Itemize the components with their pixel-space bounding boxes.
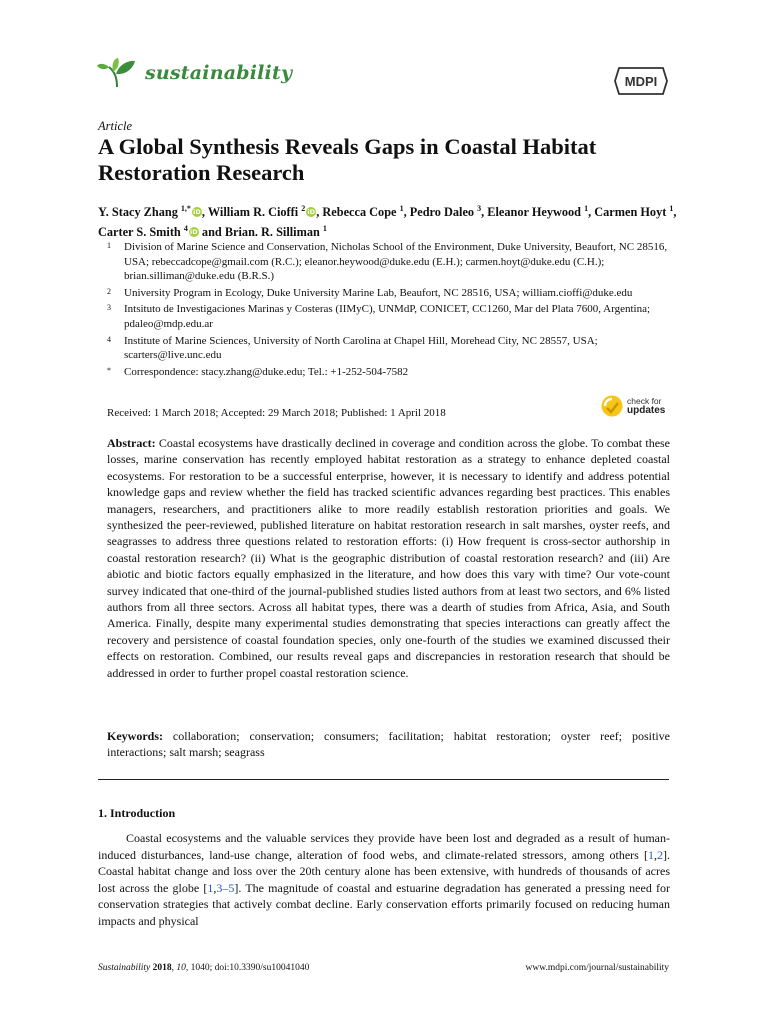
affiliation-item (98, 240, 678, 284)
footer-year: 2018 (152, 963, 172, 973)
introduction-paragraph (98, 830, 670, 929)
journal-name: sustainability (145, 62, 293, 84)
journal-logo (97, 58, 292, 88)
citation-link[interactable]: 3–5 (216, 880, 235, 895)
author-affiliation-marker: 2 (301, 204, 306, 213)
mdpi-logo (613, 66, 669, 96)
intro-text-1: Coastal ecosystems and the valuable services they provide have been lost and degraded as a result of human-induced disturbances, land-use change, alteration of food webs, and climate-related stressors, among others [ (98, 831, 670, 862)
author-separator: , (201, 205, 208, 220)
author-name[interactable]: William R. Cioffi (207, 205, 299, 220)
author-affiliation-marker: 1,* (180, 204, 191, 213)
author-separator: , (673, 205, 677, 220)
publisher-name: MDPI (624, 74, 658, 89)
check-updates-icon (600, 394, 624, 418)
affiliation-list (98, 240, 678, 381)
footer-journal: Sustainability (98, 963, 151, 973)
check-updates-small-label: check for (627, 396, 662, 406)
citation-link[interactable]: 1 (207, 880, 214, 895)
leaf-icon (97, 58, 137, 88)
citation-separator: , (654, 847, 657, 862)
author-name[interactable]: Carter S. Smith (98, 224, 181, 239)
author-separator: , (481, 205, 488, 220)
affiliation-item (98, 302, 678, 331)
affiliation-text: University Program in Ecology, Duke University Marine Lab, Beaufort, NC 28516, USA; william.cioffi@duke.edu (124, 286, 633, 299)
publication-dates: Received: 1 March 2018; Accepted: 29 March 2018; Published: 1 April 2018 (107, 407, 446, 419)
author-separator: , (403, 205, 410, 220)
keywords-text: collaboration; conservation; consumers; facilitation; habitat restoration; oyster reef; positive interactions; salt marsh; seagrass (107, 729, 670, 760)
citation-link[interactable]: 1 (648, 847, 654, 862)
affiliation-item (98, 365, 678, 380)
abstract-text: Coastal ecosystems have drastically declined in coverage and condition across the globe. To combat these losses, marine conservation has recently employed habitat restoration as a strategy to enhance depleted coastal ecosystems. For restoration to be a successful enterprise, however, it is necessary to identify and address potential knowledge gaps and review whether the field has tracked scientific advances regarding best practices. This enables managers, researchers, and practitioners alike to more readily establish restoration priorities and goals. We synthesized the peer-reviewed, published literature on habitat restoration research in salt marshes, oyster reefs, and seagrasses to address three questions related to restoration efforts: (i) How frequent is cross-sector authorship in coastal restoration research? (ii) What is the geographic distribution of coastal restoration research? and (iii) Are abiotic and biotic factors equally emphasized in the literature, and how does this vary with time? Our vote-count survey indicated that one-third of the journal-published studies listed authors from at least two sectors, and 6% listed authors from all three sectors. Across all habitat types, there was a dearth of studies from Africa, Asia, and South America. Finally, despite many experimental studies demonstrating that species interactions can greatly affect the recovery and persistence of coastal foundation species, only one-fourth of the studies we examined discussed their effects on restoration. Combined, our results reveal gaps and discrepancies in restoration research that should be addressed in order to further propel coastal restoration science. (107, 436, 671, 680)
footer-volume: 10 (176, 963, 186, 973)
orcid-icon[interactable]: iD (190, 227, 198, 236)
author-name[interactable]: Eleanor Heywood (487, 205, 582, 220)
author-name[interactable]: Carmen Hoyt (594, 205, 667, 220)
affiliation-text: Institute of Marine Sciences, University of North Carolina at Chapel Hill, Morehead City, NC 28557, USA; scarters@live.unc.edu (124, 334, 598, 362)
footer-citation: Sustainability 2018, 10, 1040; doi:10.3390/su10041040 (98, 963, 310, 973)
affiliation-number: * (107, 365, 111, 375)
affiliation-item (98, 334, 678, 363)
affiliation-number: 2 (107, 286, 111, 296)
author-name[interactable]: Pedro Daleo (409, 205, 475, 220)
footer-doi: , 1040; doi:10.3390/su10041040 (185, 963, 310, 973)
author-affiliation-marker: 1 (669, 204, 674, 213)
author-affiliation-marker: 4 (183, 223, 188, 233)
section-divider (98, 779, 669, 780)
author-affiliation-marker: 3 (477, 204, 482, 213)
author-name[interactable]: Y. Stacy Zhang (98, 205, 178, 220)
check-updates-label: updates (627, 405, 666, 416)
abstract-label: Abstract: (107, 436, 156, 450)
affiliation-number: 4 (107, 334, 111, 344)
author-separator: , (588, 205, 595, 220)
section-heading-introduction: 1. Introduction (98, 806, 176, 820)
keywords-label: Keywords: (107, 729, 163, 743)
author-affiliation-marker: 1 (322, 223, 327, 233)
keywords (107, 728, 670, 761)
author-separator: , (316, 205, 323, 220)
affiliation-number: 1 (107, 241, 111, 250)
affiliation-number: 3 (107, 303, 111, 313)
affiliation-text: Intsituto de Investigaciones Marinas y Costeras (IIMyC), UNMdP, CONICET, CC1260, Mar del Plata 7600, Argentina; pdaleo@mdp.edu.ar (124, 303, 651, 330)
author-name[interactable]: Rebecca Cope (322, 205, 397, 220)
author-affiliation-marker: 1 (399, 204, 404, 213)
author-affiliation-marker: 1 (584, 204, 589, 213)
orcid-icon[interactable]: iD (307, 208, 316, 217)
article-type: Article (98, 119, 133, 133)
paper-title: A Global Synthesis Reveals Gaps in Coastal Habitat Restoration Research (98, 134, 597, 185)
author-separator: and (198, 224, 225, 239)
author-name[interactable]: Brian. R. Silliman (224, 224, 320, 239)
author-list (98, 201, 678, 240)
footer-journal-url[interactable]: www.mdpi.com/journal/sustainability (525, 963, 669, 973)
intro-text-2: ]. Coastal habitat change and loss over the 20th century alone has been extensive, with hundreds of thousands of acres lost across the globe [ (98, 847, 670, 895)
citation-separator: , (213, 880, 217, 895)
citation-link[interactable]: 2 (657, 847, 663, 862)
affiliation-text: Correspondence: stacy.zhang@duke.edu; Tel.: +1-252-504-7582 (124, 365, 409, 378)
abstract (107, 435, 670, 681)
orcid-icon[interactable]: iD (193, 208, 201, 217)
affiliation-item (98, 286, 678, 301)
affiliation-text: Division of Marine Science and Conservation, Nicholas School of the Environment, Duke University, Beaufort, NC 28516, USA; rebeccadcope@gmail.com (R.C.); eleanor.heywood@duke.edu (E.H.); carmen.hoyt@duke.edu (C.H.); brian.silliman@duke.edu (B.R.S.) (124, 241, 668, 283)
check-for-updates-button[interactable] (600, 394, 665, 418)
intro-text-3: ]. The magnitude of coastal and estuarine degradation has generated a pressing need for conservation strategies that actively combat decline. Early conservation efforts primarily focused on reducing human impacts and physical (98, 880, 670, 928)
